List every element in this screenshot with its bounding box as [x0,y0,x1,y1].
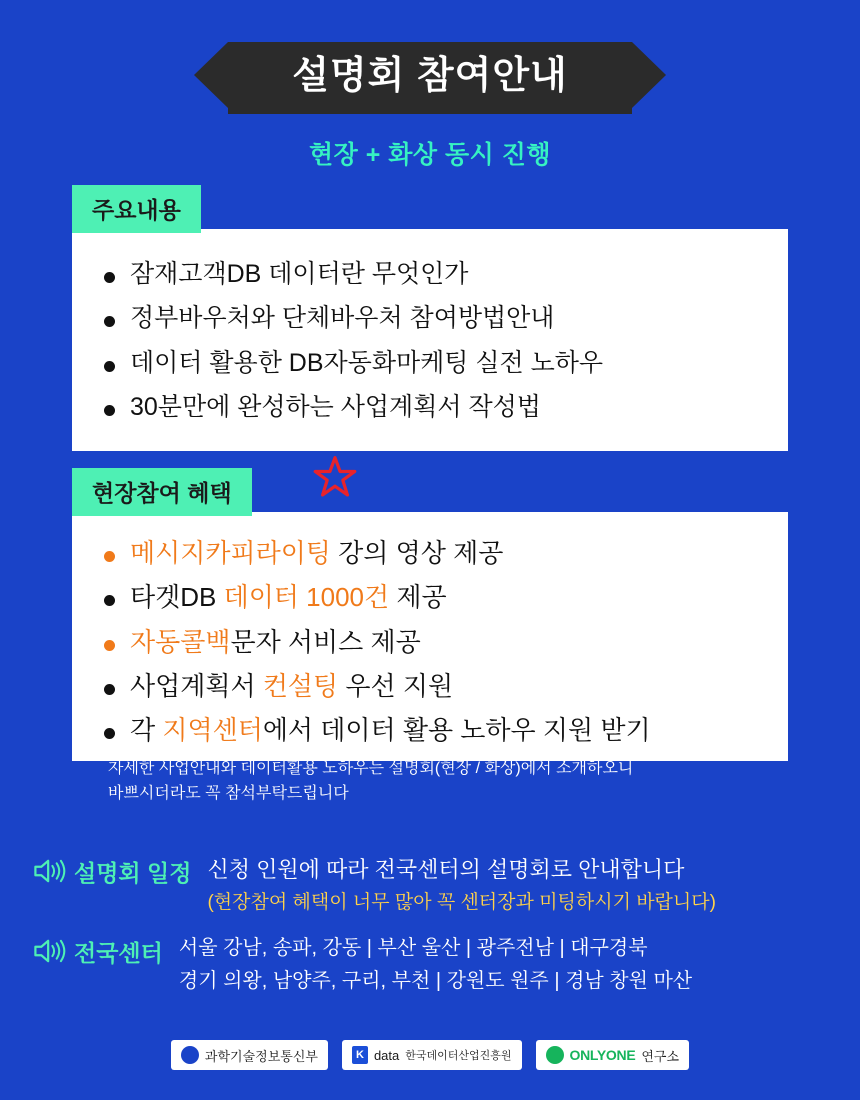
list-item-highlight: 지역센터 [162,715,263,746]
info-row-schedule [32,855,716,915]
list-item [92,670,776,701]
logo-kdata-brand: data [373,1047,400,1063]
note-line-1: 자세한 사업안내와 데이터활용 노하우는 설명회(현장 / 화상)에서 소개하오니 [108,760,634,777]
centers-body [179,935,692,995]
bullet-dot-icon [104,684,115,695]
list-item [92,626,776,657]
section-main-tab-label: 주요내용 [72,185,201,233]
list-item [92,350,776,376]
list-item-label: 잠재고객DB 데이터란 무엇인가 [130,260,469,288]
kdata-mark-icon: K [352,1046,368,1064]
list-item-label: 사업계획서 [130,670,263,701]
schedule-body [207,855,715,915]
speaker-icon [32,937,66,965]
logo-kdata-label: 한국데이터산업진흥원 [405,1050,512,1062]
list-item-label-tail: 제공 [389,582,447,613]
note-line-2: 바쁘시더라도 꼭 참석부탁드립니다 [108,784,349,802]
bullet-dot-icon [104,361,115,372]
logo-kdata [342,1040,522,1070]
speaker-icon [32,857,66,885]
list-item-label: 타겟DB [130,582,224,613]
bullet-dot-icon [104,316,115,327]
list-item [92,261,776,287]
list-item-highlight: 메시지카피라이팅 [130,538,331,568]
list-item-highlight: 자동콜백 [130,626,231,657]
list-item-label: 데이터 활용한 DB자동화마케팅 실전 노하우 [130,348,604,377]
bullet-dot-icon [104,728,115,739]
page-subtitle: 현장 + 화상 동시 진행 [308,141,552,169]
centers-line-2: 경기 의왕, 남양주, 구리, 부천 | 강원도 원주 | 경남 창원 마산 [178,970,693,992]
bullet-dot-icon [104,551,115,562]
logo-ministry-label: 과학기술정보통신부 [204,1048,318,1064]
logo-onlyone [536,1040,690,1070]
page-title: 설명회 참여안내 [228,42,632,114]
list-item-highlight: 컨설팅 [262,670,339,701]
bullet-dot-icon [104,595,115,606]
centers-line-1: 서울 강남, 송파, 강동 | 부산 울산 | 광주전남 | 대구경북 [178,937,648,959]
list-item [92,717,776,744]
list-item-label: 문자 서비스 제공 [230,626,421,657]
bullet-dot-icon [104,640,115,651]
title-banner [0,42,860,114]
schedule-label: 설명회 일정 [74,860,192,886]
list-item-highlight: 데이터 1000건 [223,582,390,613]
list-item [92,305,776,331]
schedule-sub-text: (현장참여 혜택이 너무 많아 꼭 센터장과 미팅하시기 바랍니다) [207,891,716,913]
centers-label: 전국센터 [74,940,163,966]
section-main-panel [72,229,788,451]
benefit-list [92,540,776,744]
list-item [92,394,776,420]
list-item-label: 각 [130,715,163,746]
schedule-main-text: 신청 인원에 따라 전국센터의 설명회로 안내합니다 [207,857,685,882]
star-icon [312,454,358,500]
government-emblem-icon [181,1046,199,1064]
footer-logos [0,1040,860,1070]
section-benefit-panel [72,512,788,761]
list-item [92,540,776,567]
logo-ministry-of-science-ict [171,1040,328,1070]
list-item-label-tail: 에서 데이터 활용 노하우 지원 받기 [262,715,651,746]
logo-onlyone-label: 연구소 [641,1048,680,1064]
main-content-list [92,261,776,420]
note-text [108,757,828,807]
list-item-label: 강의 영상 제공 [330,538,504,568]
list-item-label: 정부바우처와 단체바우처 참여방법안내 [130,304,555,333]
section-benefit-tab-label: 현장참여 혜택 [72,468,252,516]
bullet-dot-icon [104,272,115,283]
list-item [92,584,776,611]
logo-onlyone-brand: ONLYONE [569,1047,636,1063]
info-row-centers [32,935,692,995]
list-item-label: 30분만에 완성하는 사업계획서 작성법 [130,392,541,421]
bullet-dot-icon [104,405,115,416]
list-item-label-tail: 우선 지원 [338,670,454,701]
onlyone-mark-icon [546,1046,564,1064]
